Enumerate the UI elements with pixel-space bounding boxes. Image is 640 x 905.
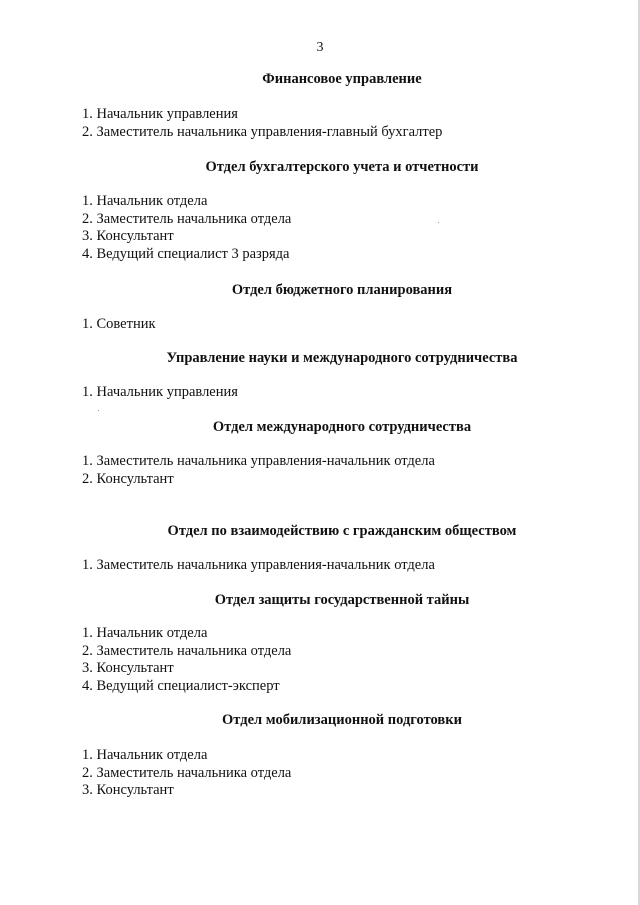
list-item: 3. Консультант: [82, 228, 174, 244]
list-item: 2. Заместитель начальника отдела: [82, 210, 292, 227]
position-list: [82, 316, 156, 334]
scan-speck: [98, 410, 99, 411]
list-item: 1. Начальник управления: [82, 106, 238, 122]
section-heading: Отдел бухгалтерского учета и отчетности: [205, 159, 479, 175]
position-list: [82, 557, 435, 575]
list-item: 2. Консультант: [82, 470, 174, 487]
list-item: 1. Заместитель начальника управления-начальник отдела: [82, 453, 435, 469]
list-item: 2. Заместитель начальника отдела: [82, 764, 292, 781]
list-item: 1. Начальник отдела: [82, 747, 208, 763]
position-list: [82, 384, 238, 402]
list-item: 1. Начальник отдела: [82, 193, 208, 209]
list-item: 2. Заместитель начальника отдела: [82, 642, 292, 659]
list-item: 3. Консультант: [82, 782, 174, 798]
scan-speck: [438, 222, 439, 223]
list-item: 4. Ведущий специалист 3 разряда: [82, 245, 290, 262]
section-heading: Финансовое управление: [262, 71, 422, 87]
section-heading: Отдел бюджетного планирования: [231, 282, 453, 298]
list-item: 1. Начальник отдела: [82, 625, 208, 641]
list-item: 1. Заместитель начальника управления-начальник отдела: [82, 557, 435, 573]
position-list: [82, 453, 435, 488]
section-heading: Отдел международного сотрудничества: [212, 419, 472, 435]
section-heading: Управление науки и международного сотрудничества: [166, 350, 518, 366]
section-heading: Отдел защиты государственной тайны: [214, 592, 470, 608]
section-heading: Отдел мобилизационной подготовки: [222, 712, 462, 728]
list-item: 1. Начальник управления: [82, 384, 238, 400]
list-item: 2. Заместитель начальника управления-главный бухгалтер: [82, 123, 443, 140]
list-item: 3. Консультант: [82, 660, 174, 676]
list-item: 4. Ведущий специалист-эксперт: [82, 677, 280, 694]
section-heading: Отдел по взаимодействию с гражданским обществом: [167, 523, 517, 539]
position-list: [82, 625, 291, 695]
list-item: 1. Советник: [82, 316, 156, 332]
position-list: [82, 747, 291, 800]
page-number: 3: [316, 40, 324, 55]
position-list: [82, 193, 291, 263]
position-list: [82, 106, 442, 141]
